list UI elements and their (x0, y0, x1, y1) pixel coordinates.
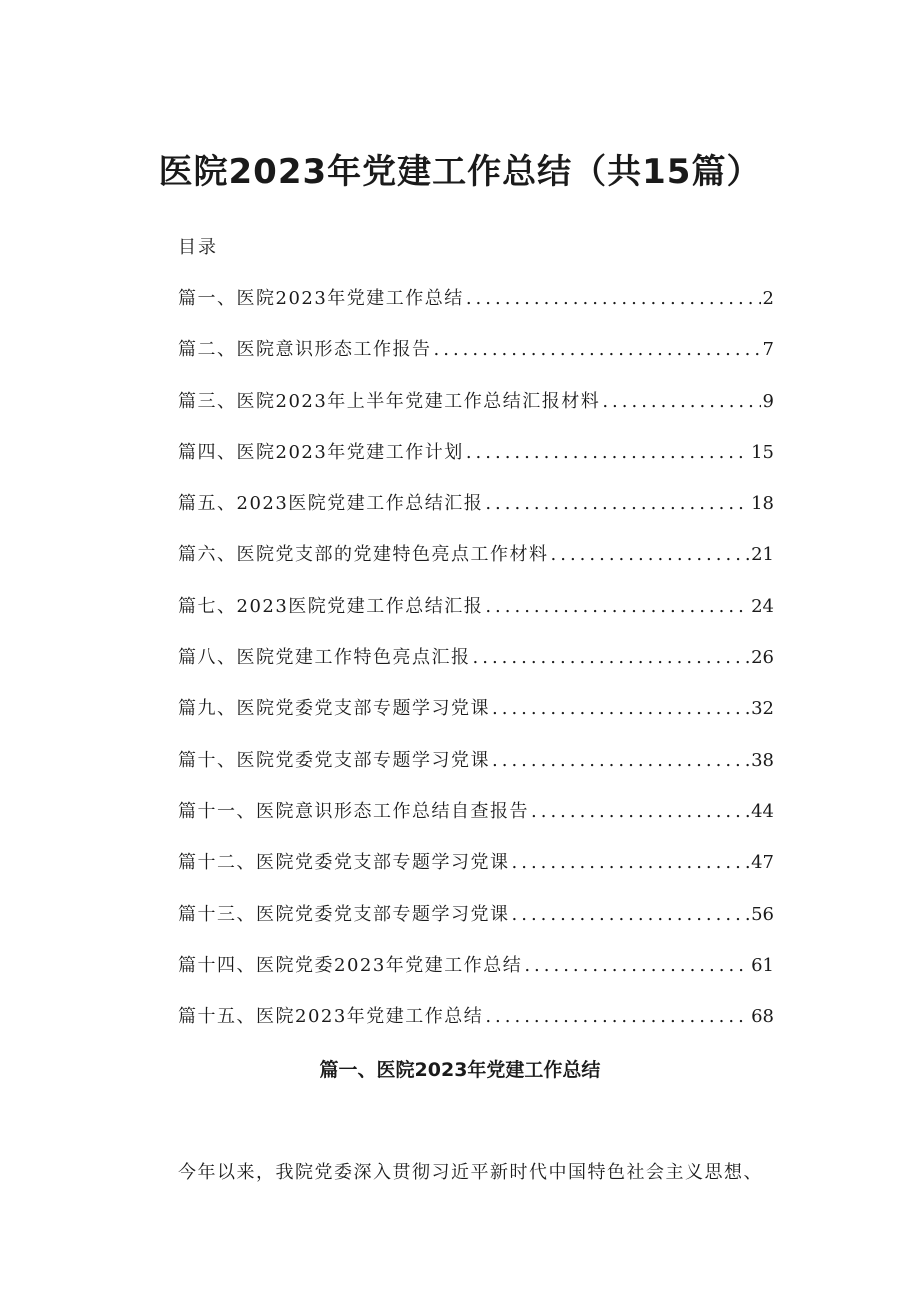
toc-entry-page: 7 (762, 339, 774, 361)
toc-dot-leader (492, 750, 749, 771)
toc-dot-leader (602, 391, 760, 412)
toc-entry[interactable] (178, 797, 774, 848)
toc-entry-page: 9 (762, 390, 774, 412)
toc-dot-leader (524, 955, 749, 976)
toc-entry[interactable] (178, 746, 774, 797)
toc-entry-label: 篇一、医院2023年党建工作总结 (178, 288, 464, 309)
toc-dot-leader (485, 596, 749, 617)
toc-entry[interactable] (178, 438, 774, 489)
toc-entry[interactable] (178, 951, 774, 1002)
toc-entry-label: 篇十四、医院党委2023年党建工作总结 (178, 954, 523, 976)
toc-entry-page: 15 (751, 441, 774, 463)
toc-entry-label: 篇三、医院2023年上半年党建工作总结汇报材料 (178, 390, 601, 412)
toc-entry-page: 2 (762, 288, 774, 309)
body-paragraph: 今年以来，我院党委深入贯彻习近平新时代中国特色社会主义思想、 (178, 1162, 763, 1183)
toc-entry-page: 24 (751, 595, 774, 617)
toc-entry-label: 篇十一、医院意识形态工作总结自查报告 (178, 800, 529, 822)
toc-entry[interactable] (178, 643, 774, 694)
toc-entry-page: 18 (751, 493, 774, 515)
toc-entry[interactable] (178, 284, 774, 335)
toc-entry-page: 32 (751, 698, 774, 720)
toc-entry-label: 篇八、医院党建工作特色亮点汇报 (178, 647, 471, 669)
toc-entry-label: 篇六、医院党支部的党建特色亮点工作材料 (178, 544, 549, 566)
toc-dot-leader (434, 339, 761, 360)
toc-dot-leader (485, 1006, 749, 1027)
toc-entry-page: 26 (751, 647, 774, 669)
toc-entry[interactable] (178, 335, 774, 386)
toc-entry-page: 56 (751, 903, 774, 925)
toc-entry-page: 47 (751, 852, 774, 874)
toc-dot-leader (466, 442, 749, 463)
toc-entry-label: 篇二、医院意识形态工作报告 (178, 339, 432, 361)
toc-entry-page: 61 (751, 954, 774, 976)
toc-entry[interactable] (178, 540, 774, 591)
toc-entry-label: 篇十、医院党委党支部专题学习党课 (178, 749, 490, 771)
toc-dot-leader (485, 493, 749, 514)
toc-entry-label: 篇四、医院2023年党建工作计划 (178, 441, 464, 463)
table-of-contents (178, 284, 774, 1053)
toc-dot-leader (531, 801, 749, 822)
toc-entry[interactable] (178, 489, 774, 540)
toc-entry-label: 篇十五、医院2023年党建工作总结 (178, 1006, 484, 1028)
toc-dot-leader (473, 647, 750, 668)
toc-entry-page: 44 (751, 800, 774, 822)
toc-dot-leader (512, 904, 750, 925)
toc-entry-label: 篇五、2023医院党建工作总结汇报 (178, 493, 484, 515)
toc-heading: 目录 (178, 237, 218, 258)
section-heading: 篇一、医院2023年党建工作总结 (319, 1059, 601, 1081)
toc-entry-label: 篇九、医院党委党支部专题学习党课 (178, 698, 490, 720)
document-title: 医院2023年党建工作总结（共15篇） (158, 152, 762, 192)
toc-entry[interactable] (178, 592, 774, 643)
toc-entry[interactable] (178, 387, 774, 438)
toc-dot-leader (551, 544, 750, 565)
toc-dot-leader (466, 288, 761, 309)
toc-entry-page: 68 (751, 1006, 774, 1028)
toc-dot-leader (512, 852, 750, 873)
toc-entry[interactable] (178, 900, 774, 951)
toc-entry[interactable] (178, 848, 774, 899)
toc-entry-label: 篇七、2023医院党建工作总结汇报 (178, 595, 484, 617)
toc-entry-page: 38 (751, 749, 774, 771)
toc-entry-label: 篇十二、医院党委党支部专题学习党课 (178, 852, 510, 874)
toc-dot-leader (492, 698, 749, 719)
toc-entry-page: 21 (751, 544, 774, 566)
toc-entry[interactable] (178, 694, 774, 745)
toc-entry[interactable] (178, 1002, 774, 1053)
toc-entry-label: 篇十三、医院党委党支部专题学习党课 (178, 903, 510, 925)
